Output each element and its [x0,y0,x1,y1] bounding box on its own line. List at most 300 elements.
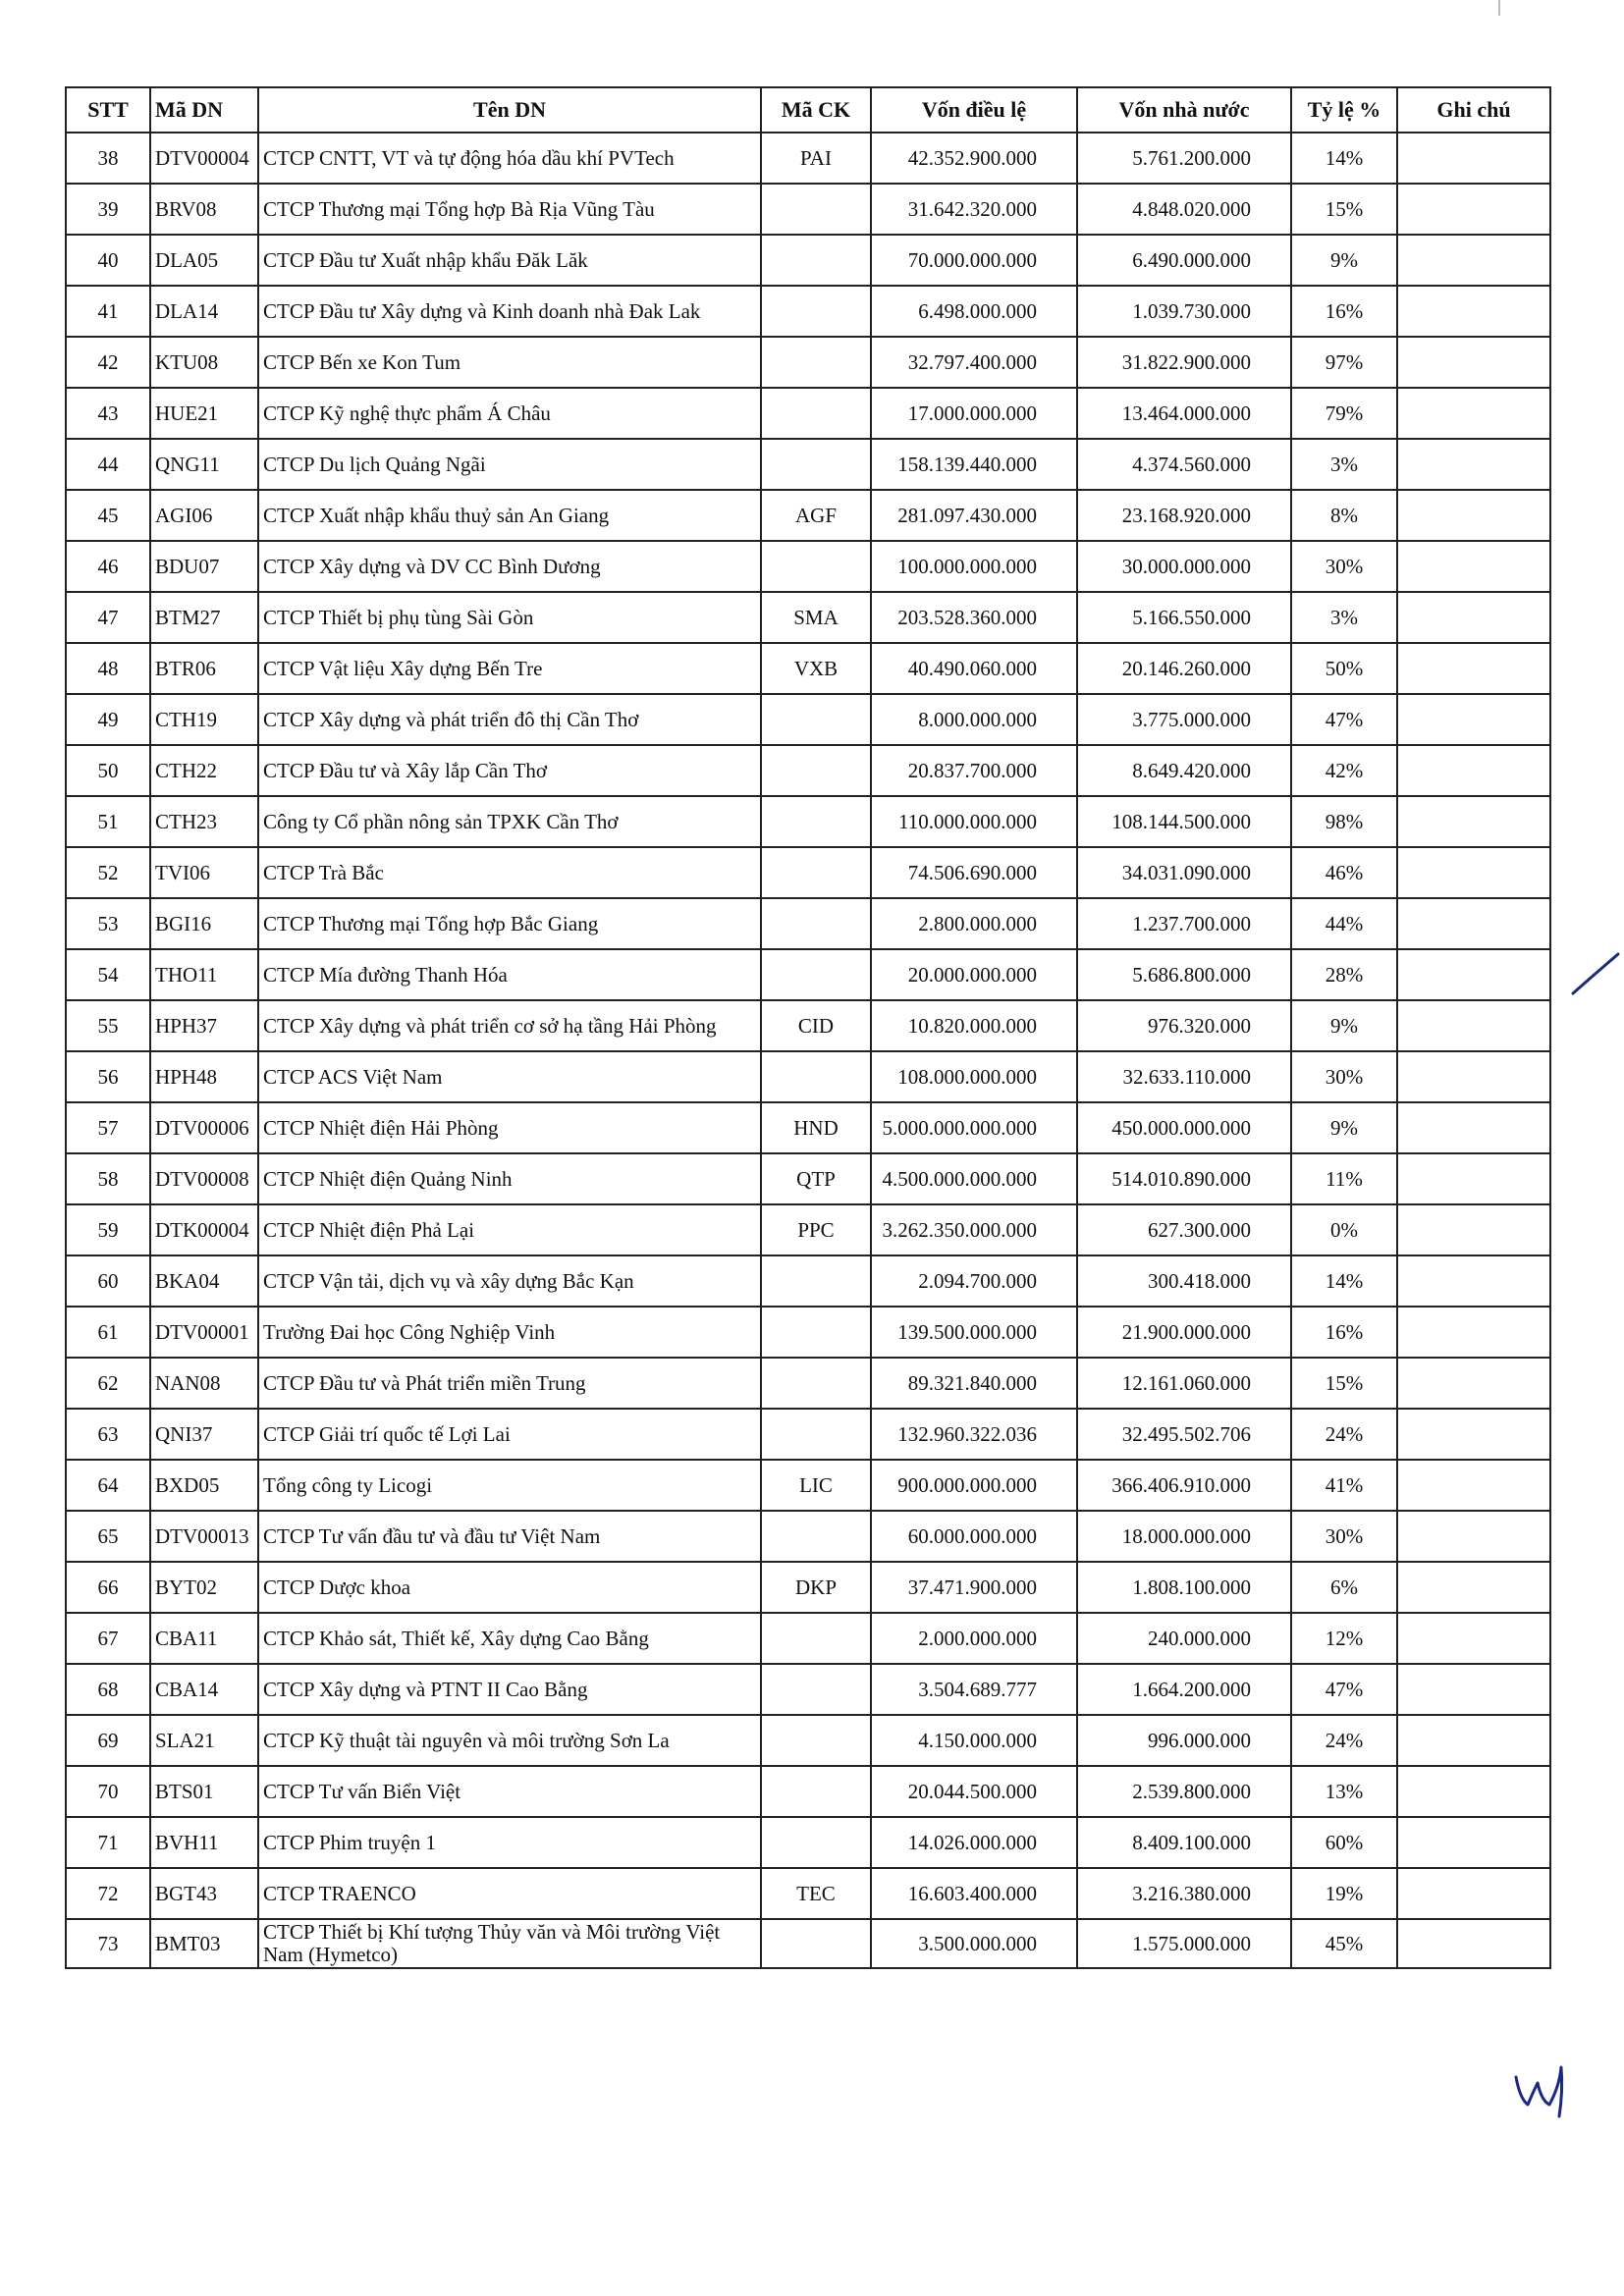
cell-von-dieu-le: 17.000.000.000 [871,388,1077,439]
cell-ma-dn: DTV00006 [150,1102,258,1153]
table-row [66,592,1550,643]
cell-von-nha-nuoc: 21.900.000.000 [1077,1307,1291,1358]
cell-ghi-chu [1397,1511,1550,1562]
cell-stt: 45 [66,490,150,541]
table-row [66,133,1550,184]
cell-von-nha-nuoc: 12.161.060.000 [1077,1358,1291,1409]
cell-ty-le: 98% [1291,796,1397,847]
cell-von-nha-nuoc: 514.010.890.000 [1077,1153,1291,1204]
cell-von-dieu-le: 89.321.840.000 [871,1358,1077,1409]
cell-ma-ck: DKP [761,1562,871,1613]
cell-ten-dn: CTCP Xây dựng và PTNT II Cao Bằng [258,1664,761,1715]
header-ten-dn: Tên DN [258,87,761,133]
cell-stt: 62 [66,1358,150,1409]
cell-ty-le: 50% [1291,643,1397,694]
table-row [66,1358,1550,1409]
cell-stt: 38 [66,133,150,184]
cell-ghi-chu [1397,1664,1550,1715]
table-row [66,1562,1550,1613]
enterprise-capital-table [65,86,1551,1969]
cell-ma-ck [761,1511,871,1562]
cell-ty-le: 16% [1291,286,1397,337]
cell-ten-dn: CTCP Thiết bị phụ tùng Sài Gòn [258,592,761,643]
cell-ghi-chu [1397,949,1550,1000]
cell-von-dieu-le: 2.094.700.000 [871,1255,1077,1307]
cell-ma-ck [761,1664,871,1715]
cell-ten-dn: CTCP Giải trí quốc tế Lợi Lai [258,1409,761,1460]
cell-stt: 50 [66,745,150,796]
cell-von-dieu-le: 3.504.689.777 [871,1664,1077,1715]
table-row [66,694,1550,745]
cell-ghi-chu [1397,286,1550,337]
cell-ty-le: 8% [1291,490,1397,541]
cell-ty-le: 3% [1291,592,1397,643]
cell-stt: 42 [66,337,150,388]
cell-stt: 40 [66,235,150,286]
cell-ghi-chu [1397,592,1550,643]
cell-ma-dn: NAN08 [150,1358,258,1409]
cell-von-dieu-le: 4.500.000.000.000 [871,1153,1077,1204]
cell-ten-dn: Tổng công ty Licogi [258,1460,761,1511]
cell-von-dieu-le: 203.528.360.000 [871,592,1077,643]
cell-stt: 71 [66,1817,150,1868]
cell-von-dieu-le: 37.471.900.000 [871,1562,1077,1613]
cell-ma-ck: HND [761,1102,871,1153]
cell-ma-dn: BDU07 [150,541,258,592]
cell-ma-ck [761,847,871,898]
cell-von-dieu-le: 2.800.000.000 [871,898,1077,949]
cell-von-dieu-le: 900.000.000.000 [871,1460,1077,1511]
cell-ma-dn: CBA11 [150,1613,258,1664]
cell-ty-le: 47% [1291,694,1397,745]
cell-ma-ck: QTP [761,1153,871,1204]
cell-ma-dn: HPH48 [150,1051,258,1102]
cell-ma-ck [761,388,871,439]
cell-ghi-chu [1397,1255,1550,1307]
cell-von-nha-nuoc: 18.000.000.000 [1077,1511,1291,1562]
cell-ma-dn: BRV08 [150,184,258,235]
cell-ma-dn: BMT03 [150,1919,258,1968]
header-stt: STT [66,87,150,133]
cell-stt: 58 [66,1153,150,1204]
cell-von-nha-nuoc: 300.418.000 [1077,1255,1291,1307]
cell-stt: 54 [66,949,150,1000]
cell-von-nha-nuoc: 4.848.020.000 [1077,184,1291,235]
cell-ma-dn: QNI37 [150,1409,258,1460]
cell-stt: 59 [66,1204,150,1255]
cell-von-nha-nuoc: 3.775.000.000 [1077,694,1291,745]
cell-ten-dn: CTCP Xây dựng và DV CC Bình Dương [258,541,761,592]
cell-von-nha-nuoc: 8.409.100.000 [1077,1817,1291,1868]
cell-ghi-chu [1397,1204,1550,1255]
table-row [66,439,1550,490]
cell-ten-dn: CTCP Tư vấn Biển Việt [258,1766,761,1817]
cell-ty-le: 19% [1291,1868,1397,1919]
cell-ten-dn: CTCP Nhiệt điện Hải Phòng [258,1102,761,1153]
table-row [66,337,1550,388]
cell-ma-ck [761,1307,871,1358]
cell-von-nha-nuoc: 6.490.000.000 [1077,235,1291,286]
table-row [66,1153,1550,1204]
cell-ty-le: 46% [1291,847,1397,898]
cell-ma-ck [761,1255,871,1307]
cell-von-nha-nuoc: 976.320.000 [1077,1000,1291,1051]
table-row [66,286,1550,337]
cell-stt: 57 [66,1102,150,1153]
cell-ten-dn: CTCP Xây dựng và phát triển đô thị Cần Thơ [258,694,761,745]
cell-ghi-chu [1397,541,1550,592]
cell-von-nha-nuoc: 3.216.380.000 [1077,1868,1291,1919]
header-ghi-chu: Ghi chú [1397,87,1550,133]
cell-ty-le: 14% [1291,133,1397,184]
table-row [66,1000,1550,1051]
cell-ma-dn: QNG11 [150,439,258,490]
cell-ten-dn: CTCP Thiết bị Khí tượng Thủy văn và Môi trường Việt Nam (Hymetco) [258,1919,761,1968]
cell-ma-ck [761,541,871,592]
cell-von-dieu-le: 20.000.000.000 [871,949,1077,1000]
cell-von-dieu-le: 6.498.000.000 [871,286,1077,337]
table-row [66,643,1550,694]
cell-von-nha-nuoc: 4.374.560.000 [1077,439,1291,490]
cell-ghi-chu [1397,490,1550,541]
cell-von-dieu-le: 10.820.000.000 [871,1000,1077,1051]
cell-von-nha-nuoc: 23.168.920.000 [1077,490,1291,541]
cell-ten-dn: CTCP Thương mại Tổng hợp Bắc Giang [258,898,761,949]
cell-von-nha-nuoc: 1.237.700.000 [1077,898,1291,949]
cell-stt: 61 [66,1307,150,1358]
cell-ty-le: 3% [1291,439,1397,490]
cell-ten-dn: CTCP Trà Bắc [258,847,761,898]
cell-ty-le: 16% [1291,1307,1397,1358]
cell-ma-dn: BXD05 [150,1460,258,1511]
cell-ma-dn: DLA14 [150,286,258,337]
cell-ty-le: 14% [1291,1255,1397,1307]
cell-ma-ck [761,694,871,745]
cell-ma-ck: TEC [761,1868,871,1919]
cell-ghi-chu [1397,439,1550,490]
cell-von-dieu-le: 158.139.440.000 [871,439,1077,490]
cell-von-dieu-le: 16.603.400.000 [871,1868,1077,1919]
cell-ma-ck: PAI [761,133,871,184]
table-row [66,1204,1550,1255]
table-row [66,796,1550,847]
cell-von-dieu-le: 139.500.000.000 [871,1307,1077,1358]
cell-ma-dn: HPH37 [150,1000,258,1051]
cell-ten-dn: CTCP Du lịch Quảng Ngãi [258,439,761,490]
cell-ma-ck [761,184,871,235]
cell-ma-ck: SMA [761,592,871,643]
cell-ma-dn: DTV00008 [150,1153,258,1204]
cell-von-dieu-le: 31.642.320.000 [871,184,1077,235]
cell-ma-ck [761,1766,871,1817]
cell-von-dieu-le: 40.490.060.000 [871,643,1077,694]
cell-ty-le: 15% [1291,184,1397,235]
cell-ma-ck [761,439,871,490]
cell-ghi-chu [1397,1102,1550,1153]
cell-ten-dn: CTCP Nhiệt điện Quảng Ninh [258,1153,761,1204]
cell-ghi-chu [1397,388,1550,439]
cell-stt: 68 [66,1664,150,1715]
cell-von-dieu-le: 5.000.000.000.000 [871,1102,1077,1153]
cell-von-dieu-le: 4.150.000.000 [871,1715,1077,1766]
cell-ghi-chu [1397,133,1550,184]
cell-ty-le: 11% [1291,1153,1397,1204]
cell-ten-dn: CTCP Vật liệu Xây dựng Bến Tre [258,643,761,694]
cell-stt: 73 [66,1919,150,1968]
cell-stt: 66 [66,1562,150,1613]
cell-ten-dn: Trường Đai học Công Nghiệp Vinh [258,1307,761,1358]
cell-ghi-chu [1397,1868,1550,1919]
cell-ma-dn: BTM27 [150,592,258,643]
cell-von-dieu-le: 3.262.350.000.000 [871,1204,1077,1255]
cell-ty-le: 28% [1291,949,1397,1000]
cell-ghi-chu [1397,1613,1550,1664]
cell-ma-dn: DLA05 [150,235,258,286]
table-row [66,1817,1550,1868]
table-row [66,1511,1550,1562]
cell-von-dieu-le: 32.797.400.000 [871,337,1077,388]
cell-stt: 53 [66,898,150,949]
cell-ty-le: 9% [1291,235,1397,286]
cell-ma-dn: CTH22 [150,745,258,796]
cell-ghi-chu [1397,1817,1550,1868]
cell-ma-ck: AGF [761,490,871,541]
table-row [66,1460,1550,1511]
cell-ma-ck [761,898,871,949]
cell-ma-ck: VXB [761,643,871,694]
cell-ty-le: 6% [1291,1562,1397,1613]
cell-ma-ck [761,1409,871,1460]
cell-von-nha-nuoc: 1.664.200.000 [1077,1664,1291,1715]
cell-ma-ck [761,949,871,1000]
table-row [66,898,1550,949]
handwritten-initials [1510,2061,1579,2120]
table-row [66,1868,1550,1919]
cell-ma-ck [761,337,871,388]
cell-ghi-chu [1397,1051,1550,1102]
cell-ty-le: 0% [1291,1204,1397,1255]
table-row [66,388,1550,439]
table-header-row [66,87,1550,133]
cell-ma-dn: AGI06 [150,490,258,541]
cell-ten-dn: CTCP Xuất nhập khẩu thuỷ sản An Giang [258,490,761,541]
cell-von-nha-nuoc: 450.000.000.000 [1077,1102,1291,1153]
cell-stt: 49 [66,694,150,745]
cell-von-dieu-le: 20.044.500.000 [871,1766,1077,1817]
table-row [66,1409,1550,1460]
cell-ghi-chu [1397,1460,1550,1511]
cell-ten-dn: CTCP Nhiệt điện Phả Lại [258,1204,761,1255]
cell-ten-dn: CTCP Bến xe Kon Tum [258,337,761,388]
cell-ghi-chu [1397,1919,1550,1968]
cell-ten-dn: CTCP Mía đường Thanh Hóa [258,949,761,1000]
cell-ten-dn: CTCP Đầu tư Xuất nhập khẩu Đăk Lăk [258,235,761,286]
cell-ma-ck [761,1358,871,1409]
cell-stt: 39 [66,184,150,235]
cell-ten-dn: CTCP Dược khoa [258,1562,761,1613]
cell-von-dieu-le: 2.000.000.000 [871,1613,1077,1664]
cell-stt: 72 [66,1868,150,1919]
cell-ma-ck: LIC [761,1460,871,1511]
table-row [66,541,1550,592]
cell-von-nha-nuoc: 240.000.000 [1077,1613,1291,1664]
cell-stt: 48 [66,643,150,694]
cell-ten-dn: CTCP Đầu tư và Xây lắp Cần Thơ [258,745,761,796]
cell-ty-le: 60% [1291,1817,1397,1868]
cell-von-nha-nuoc: 5.686.800.000 [1077,949,1291,1000]
cell-ma-dn: SLA21 [150,1715,258,1766]
cell-ghi-chu [1397,1766,1550,1817]
cell-ghi-chu [1397,796,1550,847]
cell-ty-le: 97% [1291,337,1397,388]
cell-stt: 56 [66,1051,150,1102]
cell-ghi-chu [1397,643,1550,694]
cell-ma-ck [761,1613,871,1664]
cell-von-nha-nuoc: 996.000.000 [1077,1715,1291,1766]
table-row [66,1102,1550,1153]
cell-ten-dn: CTCP Phim truyện 1 [258,1817,761,1868]
cell-stt: 69 [66,1715,150,1766]
cell-ten-dn: CTCP Vận tải, dịch vụ và xây dựng Bắc Kạn [258,1255,761,1307]
cell-von-nha-nuoc: 20.146.260.000 [1077,643,1291,694]
cell-von-nha-nuoc: 1.575.000.000 [1077,1919,1291,1968]
cell-ma-ck [761,796,871,847]
cell-ghi-chu [1397,1153,1550,1204]
cell-ma-dn: BYT02 [150,1562,258,1613]
cell-von-nha-nuoc: 108.144.500.000 [1077,796,1291,847]
cell-ghi-chu [1397,694,1550,745]
cell-von-dieu-le: 74.506.690.000 [871,847,1077,898]
cell-von-nha-nuoc: 30.000.000.000 [1077,541,1291,592]
cell-ma-ck [761,1817,871,1868]
cell-stt: 52 [66,847,150,898]
cell-ma-dn: TVI06 [150,847,258,898]
cell-ty-le: 9% [1291,1000,1397,1051]
cell-von-nha-nuoc: 32.633.110.000 [1077,1051,1291,1102]
cell-ma-dn: BTR06 [150,643,258,694]
cell-stt: 65 [66,1511,150,1562]
table-row [66,490,1550,541]
table-row [66,745,1550,796]
cell-ty-le: 44% [1291,898,1397,949]
table-row [66,1664,1550,1715]
table-row [66,1051,1550,1102]
cell-stt: 60 [66,1255,150,1307]
table-row [66,1715,1550,1766]
cell-ten-dn: CTCP ACS Việt Nam [258,1051,761,1102]
cell-ma-dn: CTH19 [150,694,258,745]
cell-ten-dn: CTCP Khảo sát, Thiết kế, Xây dựng Cao Bằng [258,1613,761,1664]
cell-ty-le: 13% [1291,1766,1397,1817]
table-row [66,847,1550,898]
table-row [66,1307,1550,1358]
cell-ty-le: 30% [1291,1051,1397,1102]
cell-von-nha-nuoc: 2.539.800.000 [1077,1766,1291,1817]
cell-stt: 55 [66,1000,150,1051]
cell-ghi-chu [1397,1000,1550,1051]
cell-stt: 47 [66,592,150,643]
cell-ty-le: 79% [1291,388,1397,439]
cell-ghi-chu [1397,847,1550,898]
cell-ma-dn: DTV00004 [150,133,258,184]
scan-edge-mark [1498,0,1500,16]
cell-von-dieu-le: 100.000.000.000 [871,541,1077,592]
cell-von-nha-nuoc: 34.031.090.000 [1077,847,1291,898]
cell-ma-dn: CBA14 [150,1664,258,1715]
table-row [66,1919,1550,1968]
table-row [66,1613,1550,1664]
cell-stt: 43 [66,388,150,439]
cell-ma-dn: BKA04 [150,1255,258,1307]
cell-von-nha-nuoc: 1.039.730.000 [1077,286,1291,337]
cell-ty-le: 42% [1291,745,1397,796]
cell-ty-le: 30% [1291,1511,1397,1562]
header-ty-le: Tỷ lệ % [1291,87,1397,133]
cell-von-nha-nuoc: 31.822.900.000 [1077,337,1291,388]
cell-ghi-chu [1397,898,1550,949]
cell-ten-dn: CTCP Xây dựng và phát triển cơ sở hạ tầng Hải Phòng [258,1000,761,1051]
cell-von-nha-nuoc: 5.166.550.000 [1077,592,1291,643]
header-ma-dn: Mã DN [150,87,258,133]
cell-ten-dn: CTCP CNTT, VT và tự động hóa dầu khí PVTech [258,133,761,184]
cell-von-dieu-le: 20.837.700.000 [871,745,1077,796]
cell-stt: 41 [66,286,150,337]
cell-ghi-chu [1397,1358,1550,1409]
table-row [66,235,1550,286]
cell-ty-le: 9% [1291,1102,1397,1153]
cell-ma-ck [761,286,871,337]
cell-ma-dn: BGT43 [150,1868,258,1919]
cell-ten-dn: CTCP Thương mại Tổng hợp Bà Rịa Vũng Tàu [258,184,761,235]
cell-ma-ck [761,235,871,286]
cell-stt: 51 [66,796,150,847]
cell-ma-dn: CTH23 [150,796,258,847]
cell-stt: 67 [66,1613,150,1664]
cell-ten-dn: CTCP Đầu tư Xây dựng và Kinh doanh nhà Đak Lak [258,286,761,337]
cell-ty-le: 30% [1291,541,1397,592]
cell-ghi-chu [1397,1409,1550,1460]
cell-stt: 46 [66,541,150,592]
cell-stt: 64 [66,1460,150,1511]
cell-ma-ck [761,1919,871,1968]
header-ma-ck: Mã CK [761,87,871,133]
cell-ty-le: 47% [1291,1664,1397,1715]
cell-stt: 70 [66,1766,150,1817]
cell-ty-le: 24% [1291,1409,1397,1460]
cell-ma-ck: CID [761,1000,871,1051]
cell-von-dieu-le: 108.000.000.000 [871,1051,1077,1102]
cell-ma-dn: KTU08 [150,337,258,388]
table-row [66,184,1550,235]
cell-ma-dn: DTK00004 [150,1204,258,1255]
cell-ty-le: 41% [1291,1460,1397,1511]
cell-stt: 63 [66,1409,150,1460]
cell-ten-dn: CTCP Đầu tư và Phát triển miền Trung [258,1358,761,1409]
cell-von-nha-nuoc: 32.495.502.706 [1077,1409,1291,1460]
table-row [66,1766,1550,1817]
cell-von-dieu-le: 42.352.900.000 [871,133,1077,184]
cell-von-dieu-le: 60.000.000.000 [871,1511,1077,1562]
cell-ten-dn: CTCP Kỹ thuật tài nguyên và môi trường Sơn La [258,1715,761,1766]
cell-von-dieu-le: 281.097.430.000 [871,490,1077,541]
cell-ma-dn: HUE21 [150,388,258,439]
header-von-dieu-le: Vốn điều lệ [871,87,1077,133]
cell-ten-dn: Công ty Cổ phần nông sản TPXK Cần Thơ [258,796,761,847]
cell-ma-dn: BTS01 [150,1766,258,1817]
cell-ma-ck [761,1715,871,1766]
cell-von-nha-nuoc: 1.808.100.000 [1077,1562,1291,1613]
cell-von-nha-nuoc: 5.761.200.000 [1077,133,1291,184]
